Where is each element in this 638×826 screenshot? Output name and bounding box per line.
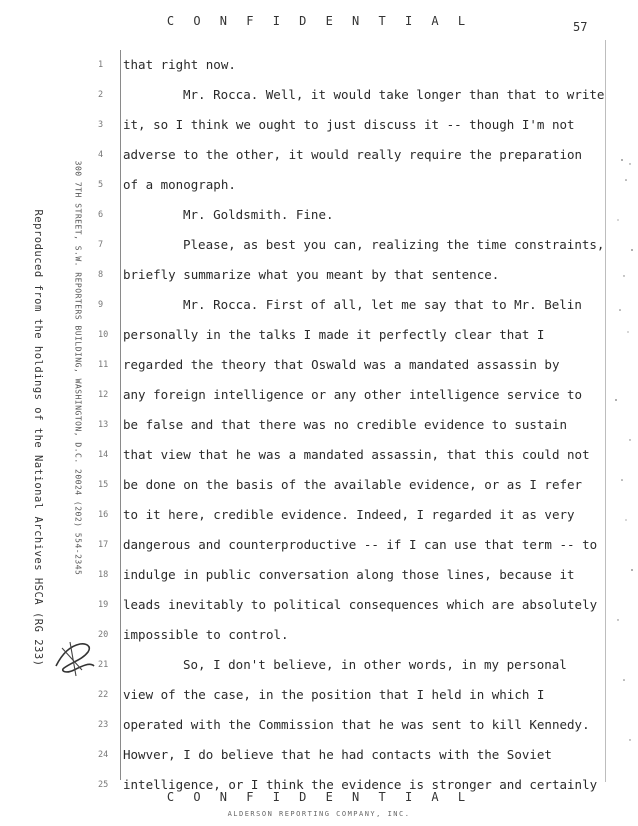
- line-number: 8: [98, 270, 104, 280]
- transcript-line: [0, 55, 638, 75]
- line-number: 24: [98, 750, 109, 760]
- line-text: it, so I think we ought to just discuss it -- though I'm not: [123, 117, 575, 132]
- transcript-line: [0, 715, 638, 735]
- line-text: Mr. Rocca. Well, it would take longer than that to write: [183, 87, 605, 102]
- transcript-line: [0, 685, 638, 705]
- footer-classification: C O N F I D E N T I A L: [166, 790, 472, 804]
- handwritten-mark-icon: [52, 636, 98, 680]
- line-number: 13: [98, 420, 109, 430]
- line-number: 12: [98, 390, 109, 400]
- line-text: to it here, credible evidence. Indeed, I regarded it as very: [123, 507, 575, 522]
- line-text: be done on the basis of the available evidence, or as I refer: [123, 477, 583, 492]
- line-number: 5: [98, 180, 104, 190]
- line-number: 25: [98, 780, 109, 790]
- transcript-line: [0, 595, 638, 615]
- line-text: personally in the talks I made it perfectly clear that I: [123, 327, 545, 342]
- line-text: view of the case, in the position that I held in which I: [123, 687, 545, 702]
- line-text: Please, as best you can, realizing the time constraints,: [183, 237, 605, 252]
- line-number: 9: [98, 300, 104, 310]
- line-number: 1: [98, 60, 104, 70]
- line-text: be false and that there was no credible evidence to sustain: [123, 417, 568, 432]
- page-number: 57: [573, 20, 588, 34]
- line-number: 23: [98, 720, 109, 730]
- transcript-line: [0, 265, 638, 285]
- line-number: 19: [98, 600, 109, 610]
- line-number: 21: [98, 660, 109, 670]
- line-number: 22: [98, 690, 109, 700]
- line-number: 11: [98, 360, 109, 370]
- transcript-line: [0, 415, 638, 435]
- transcript-line: [0, 325, 638, 345]
- transcript-line: [0, 145, 638, 165]
- scan-noise-icon: [610, 100, 636, 780]
- transcript-line: [0, 205, 638, 225]
- line-text: impossible to control.: [123, 627, 289, 642]
- line-text: Mr. Rocca. First of all, let me say that to Mr. Belin: [183, 297, 582, 312]
- line-number: 20: [98, 630, 109, 640]
- line-number: 17: [98, 540, 109, 550]
- line-text: leads inevitably to political consequences which are absolutely: [123, 597, 598, 612]
- transcript-line: [0, 175, 638, 195]
- line-number: 10: [98, 330, 109, 340]
- line-text: that right now.: [123, 57, 236, 72]
- line-text: briefly summarize what you meant by that sentence.: [123, 267, 500, 282]
- transcript-line: [0, 115, 638, 135]
- line-text: Mr. Goldsmith. Fine.: [183, 207, 334, 222]
- line-text: any foreign intelligence or any other intelligence service to: [123, 387, 583, 402]
- transcript-line: [0, 355, 638, 375]
- line-number: 18: [98, 570, 109, 580]
- reproduction-notice: [32, 209, 44, 667]
- line-text: of a monograph.: [123, 177, 236, 192]
- line-number: 6: [98, 210, 104, 220]
- line-text: So, I don't believe, in other words, in my personal: [183, 657, 567, 672]
- line-text: adverse to the other, it would really require the preparation: [123, 147, 583, 162]
- header-classification: C O N F I D E N T I A L: [166, 14, 472, 28]
- reporter-address-text: 300 7TH STREET, S.W. REPORTERS BUILDING, WASHINGTON, D.C. 20024 (202) 554-2345: [73, 160, 83, 576]
- line-number: 4: [98, 150, 104, 160]
- line-text: Howver, I do believe that he had contacts with the Soviet: [123, 747, 552, 762]
- transcript-line: [0, 535, 638, 555]
- line-number: 14: [98, 450, 109, 460]
- line-number: 16: [98, 510, 109, 520]
- transcript-line: [0, 745, 638, 765]
- transcript-line: [0, 385, 638, 405]
- transcript-line: [0, 565, 638, 585]
- transcript-line: [0, 445, 638, 465]
- transcript-line: [0, 85, 638, 105]
- transcript-line: [0, 295, 638, 315]
- transcript-line: [0, 505, 638, 525]
- line-number: 15: [98, 480, 109, 490]
- transcript-line: [0, 475, 638, 495]
- line-number: 7: [98, 240, 104, 250]
- line-text: that view that he was a mandated assassin, that this could not: [123, 447, 590, 462]
- line-number: 2: [98, 90, 104, 100]
- line-text: operated with the Commission that he was sent to kill Kennedy.: [123, 717, 590, 732]
- line-text: regarded the theory that Oswald was a mandated assassin by: [123, 357, 560, 372]
- line-number: 3: [98, 120, 104, 130]
- line-text: dangerous and counterproductive -- if I can use that term -- to: [123, 537, 598, 552]
- transcript-line: [0, 235, 638, 255]
- footer-company: ALDERSON REPORTING COMPANY, INC.: [227, 810, 411, 818]
- reproduction-notice-text: Reproduced from the holdings of the National Archives HSCA (RG 233): [32, 209, 44, 667]
- line-text: indulge in public conversation along those lines, because it: [123, 567, 575, 582]
- line-text: intelligence, or I think the evidence is stronger and certainly: [123, 777, 598, 792]
